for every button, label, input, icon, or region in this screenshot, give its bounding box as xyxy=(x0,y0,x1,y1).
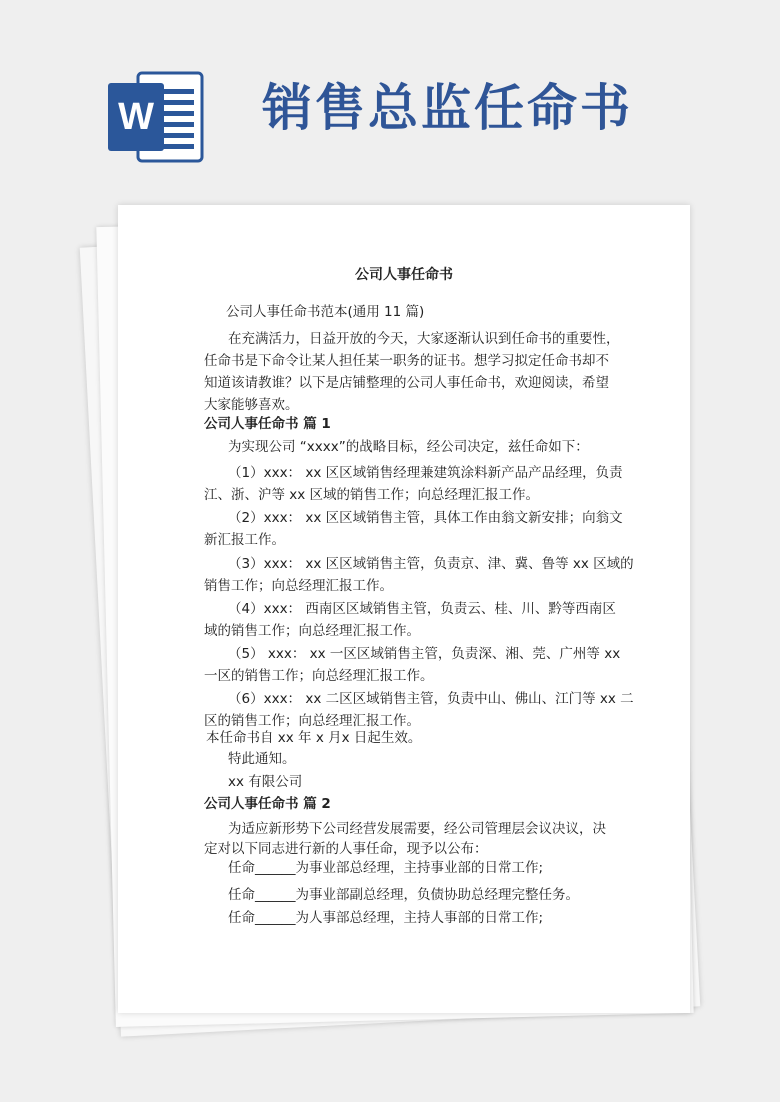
list-item: （3）xxx： xx 区区域销售主管，负责京、津、冀、鲁等 xx 区域的 xyxy=(228,556,634,572)
list-item-cont: 一区的销售工作；向总经理汇报工作。 xyxy=(204,668,434,684)
paragraph-line: 为适应新形势下公司经营发展需要，经公司管理层会议决议，决 xyxy=(228,821,606,837)
word-icon-letter: W xyxy=(118,96,154,138)
list-item-cont: 新汇报工作。 xyxy=(204,532,285,548)
paragraph-line: 在充满活力，日益开放的今天，大家逐渐认识到任命书的重要性， xyxy=(228,331,620,347)
notice-line: 特此通知。 xyxy=(228,751,296,767)
list-item-cont: 域的销售工作；向总经理汇报工作。 xyxy=(204,623,420,639)
list-item-cont: 销售工作；向总经理汇报工作。 xyxy=(204,578,393,594)
section-heading-2: 公司人事任命书 篇 2 xyxy=(204,796,331,812)
document-page xyxy=(118,205,690,1013)
paragraph-line: 定对以下同志进行新的人事任命，现予以公布： xyxy=(204,841,488,857)
document-body xyxy=(118,205,690,1013)
list-item: （5） xxx： xx 一区区域销售主管，负责深、湘、莞、广州等 xx xyxy=(228,646,621,662)
list-item: （2）xxx： xx 区区域销售主管，具体工作由翁文新安排；向翁文 xyxy=(228,510,623,526)
paragraph-line: 任命书是下命令让某人担任某一职务的证书。想学习拟定任命书却不 xyxy=(204,353,609,369)
paragraph-line: 知道该请教谁？以下是店铺整理的公司人事任命书，欢迎阅读，希望 xyxy=(204,375,609,391)
list-item-cont: 江、浙、沪等 xx 区域的销售工作；向总经理汇报工作。 xyxy=(204,487,540,503)
list-item-cont: 区的销售工作；向总经理汇报工作。 xyxy=(204,713,420,729)
appointment-line: 任命______为人事部总经理，主持人事部的日常工作; xyxy=(228,910,544,926)
list-item: （6）xxx： xx 二区区域销售主管，负责中山、佛山、江门等 xx 二 xyxy=(228,691,634,707)
appointment-line: 任命______为事业部副总经理，负债协助总经理完整任务。 xyxy=(228,887,579,903)
section-heading-1: 公司人事任命书 篇 1 xyxy=(204,416,331,432)
intro-heading: 公司人事任命书范本(通用 11 篇) xyxy=(226,304,425,320)
document-title: 公司人事任命书 xyxy=(355,267,453,283)
banner-title: 销售总监任命书 xyxy=(262,79,633,137)
list-item: （4）xxx： 西南区区域销售主管，负责云、桂、川、黔等西南区 xyxy=(228,601,616,617)
appointment-line: 任命______为事业部总经理，主持事业部的日常工作; xyxy=(228,860,544,876)
list-item: （1）xxx： xx 区区域销售经理兼建筑涂料新产品产品经理，负责 xyxy=(228,465,623,481)
paragraph-line: 为实现公司 “xxxx”的战略目标，经公司决定，兹任命如下： xyxy=(228,439,589,455)
paragraph-line: 大家能够喜欢。 xyxy=(204,397,299,413)
company-signature: xx 有限公司 xyxy=(228,774,303,790)
effective-date: 本任命书自 xx 年 x 月x 日起生效。 xyxy=(206,730,422,746)
